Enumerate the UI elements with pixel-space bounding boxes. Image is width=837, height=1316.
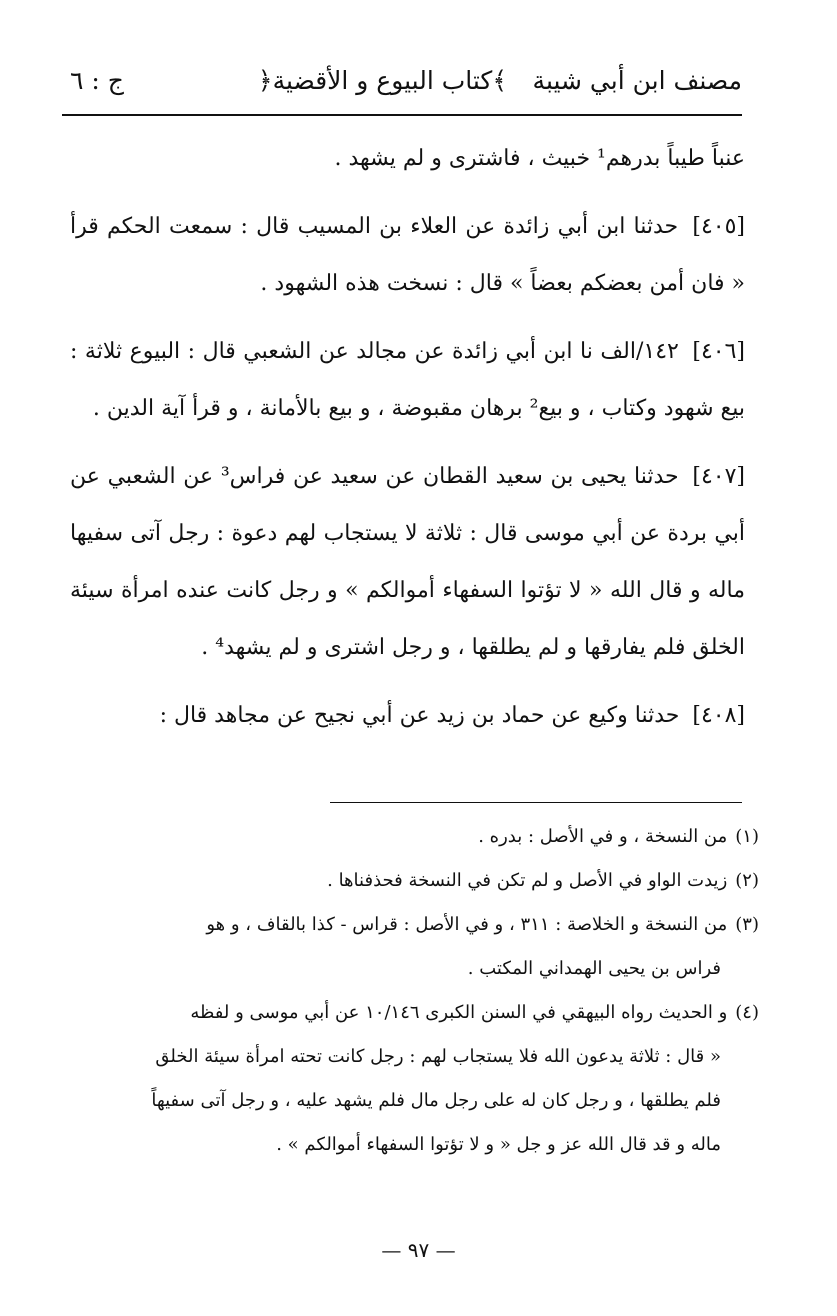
hadith-number: [٤٠٧] (692, 464, 745, 489)
page-number: — ٩٧ — (381, 1238, 456, 1262)
hadith-text: نا ابن أبي زائدة عن مجالد عن الشعبي قال : البيوع ثلاثة : بيع شهود وكتاب ، و بيع² برهان مقبوضة ، و بيع بالأمانة ، و قرأ آية الدين . (70, 339, 745, 421)
footnote-number: (٤) (735, 1002, 759, 1023)
footnote-number: (٢) (735, 870, 759, 891)
footnote-text: « قال : ثلاثة يدعون الله فلا يستجاب لهم : رجل كانت تحته امرأة سيئة الخلق (155, 1046, 721, 1067)
footnote-1 (72, 815, 759, 859)
hadith-text: حدثنا ابن أبي زائدة عن العلاء بن المسيب قال : سمعت الحكم قرأ « فان أمن بعضكم بعضاً » قال : نسخت هذه الشهود . (70, 214, 745, 296)
hadith-number: [٤٠٨] (692, 703, 745, 728)
hadith-408 (70, 687, 745, 744)
footnote-3-continued (72, 947, 759, 991)
margin-folio-note: ١٤٢/الف (600, 339, 679, 364)
footnote-text: فراس بن يحيى الهمداني المكتب . (467, 958, 721, 979)
footnote-4 (72, 991, 759, 1035)
footnote-4-continued (72, 1079, 759, 1123)
paragraph-continuation (70, 130, 745, 187)
footnote-4-continued (72, 1123, 759, 1167)
footnote-text: من النسخة و الخلاصة : ٣١١ ، و في الأصل : قراس - كذا بالقاف ، و هو (206, 914, 728, 935)
footnote-3 (72, 903, 759, 947)
hadith-number: [٤٠٦] (692, 339, 746, 364)
hadith-406 (70, 323, 745, 437)
footnote-text: و الحديث رواه البيهقي في السنن الكبرى ١٠/١٤٦ عن أبي موسى و لفظه (190, 1002, 728, 1023)
header-chapter-title: ﴿كتاب البيوع و الأقضية﴾ (257, 66, 507, 95)
footnote-text: من النسخة ، و في الأصل : بدره . (478, 826, 728, 847)
hadith-407 (70, 448, 745, 676)
footnotes (72, 815, 759, 1167)
hadith-text: حدثنا يحيى بن سعيد القطان عن سعيد عن فراس³ عن الشعبي عن أبي بردة عن أبي موسى قال : ثلاثة لا يستجاب لهم دعوة : رجل آتى سفيها ماله و قال الله « لا تؤتوا السفهاء أموالكم » و رجل كانت عنده امرأة سيئة الخلق فلم يفارقها و لم يطلقها ، و رجل اشترى و لم يشهد⁴ . (70, 464, 745, 660)
footnote-text: زيدت الواو في الأصل و لم تكن في النسخة فحذفناها . (327, 870, 728, 891)
footnote-text: فلم يطلقها ، و رجل كان له على رجل مال فلم يشهد عليه ، و رجل آتى سفيهاً (151, 1090, 721, 1111)
header-rule (62, 114, 742, 116)
main-text (70, 130, 745, 755)
header-book-title: مصنف ابن أبي شيبة (532, 66, 742, 95)
hadith-405 (70, 198, 745, 312)
paragraph-text: عنباً طيباً بدرهم¹ خبيث ، فاشترى و لم يشهد . (334, 146, 745, 171)
running-header (60, 66, 742, 106)
footnote-number: (١) (735, 826, 759, 847)
footnote-text: ماله و قد قال الله عز و جل « و لا تؤتوا السفهاء أموالكم » . (276, 1134, 721, 1155)
footnote-separator (330, 802, 742, 803)
header-volume: ج : ٦ (70, 66, 124, 95)
hadith-text: حدثنا وكيع عن حماد بن زيد عن أبي نجيح عن مجاهد قال : (159, 703, 680, 728)
footnote-number: (٣) (735, 914, 759, 935)
footnote-4-continued (72, 1035, 759, 1079)
hadith-number: [٤٠٥] (692, 214, 746, 239)
footnote-2 (72, 859, 759, 903)
